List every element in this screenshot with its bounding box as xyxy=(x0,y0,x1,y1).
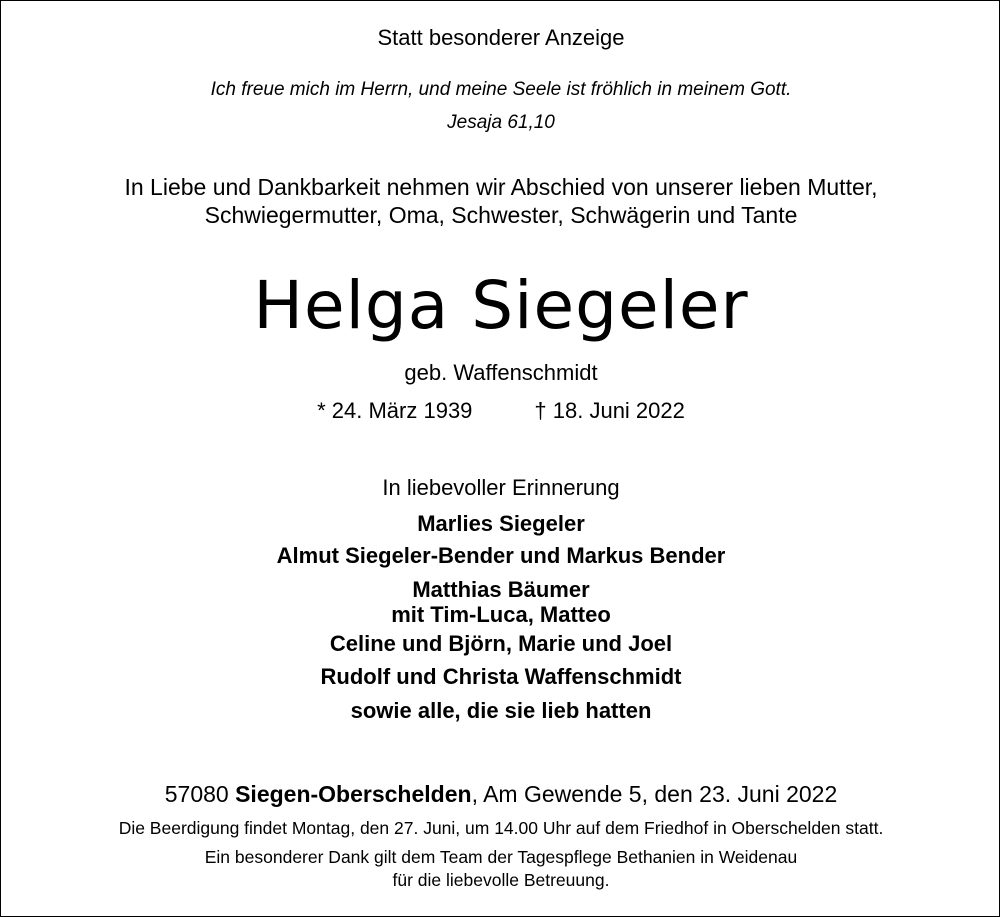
mourner-line: Almut Siegeler-Bender und Markus Bender xyxy=(276,543,726,568)
mourner-line: Celine und Björn, Marie und Joel xyxy=(329,631,673,656)
bible-verse: Ich freue mich im Herrn, und meine Seele ist fröhlich in meinem Gott. xyxy=(210,79,792,100)
mourner-line: Marlies Siegeler xyxy=(417,511,585,536)
deceased-name: Helga Siegeler xyxy=(253,267,749,344)
death-date: † 18. Juni 2022 xyxy=(534,398,685,423)
notice-header: Statt besonderer Anzeige xyxy=(377,25,625,50)
intro-line-1: In Liebe und Dankbarkeit nehmen wir Abschied von unserer lieben Mutter, xyxy=(124,174,878,200)
address-and-date: , Am Gewende 5, den 23. Juni 2022 xyxy=(471,781,838,807)
life-dates xyxy=(1,398,1000,424)
postal-code: 57080 xyxy=(164,781,229,807)
birth-date: * 24. März 1939 xyxy=(317,398,473,423)
thanks-line-2: für die liebevolle Betreuung. xyxy=(392,870,610,890)
thanks-line-1: Ein besonderer Dank gilt dem Team der Tagespflege Bethanien in Weidenau xyxy=(204,847,798,867)
place-and-date xyxy=(1,781,1000,808)
bible-verse-reference: Jesaja 61,10 xyxy=(447,112,555,133)
mourner-line: Matthias Bäumer xyxy=(412,577,590,602)
maiden-name: geb. Waffenschmidt xyxy=(404,360,598,385)
funeral-notice: Die Beerdigung findet Montag, den 27. Juni, um 14.00 Uhr auf dem Friedhof in Oberschelden statt. xyxy=(118,818,884,838)
mourner-line: Rudolf und Christa Waffenschmidt xyxy=(320,664,682,689)
memory-line: In liebevoller Erinnerung xyxy=(382,475,620,500)
mourner-line: sowie alle, die sie lieb hatten xyxy=(350,698,652,723)
city-name: Siegen-Oberschelden xyxy=(235,781,472,807)
mourner-line: mit Tim-Luca, Matteo xyxy=(391,602,611,627)
intro-line-2: Schwiegermutter, Oma, Schwester, Schwägerin und Tante xyxy=(204,202,798,228)
